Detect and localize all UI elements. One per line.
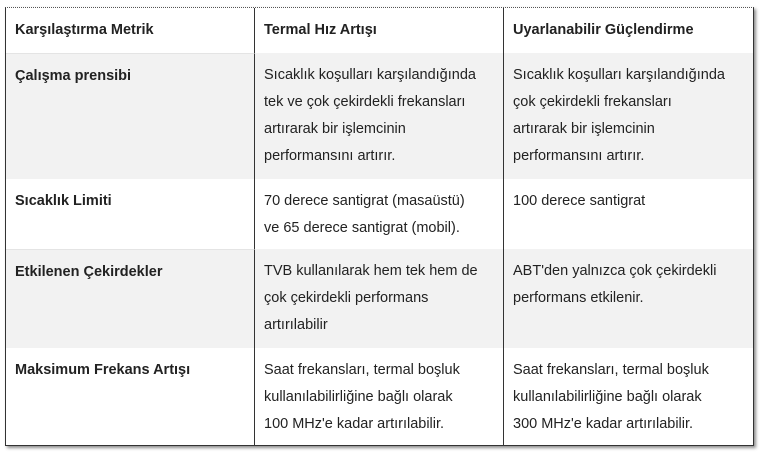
cell-text-line: Saat frekansları, termal boşluk — [513, 362, 709, 378]
cell-text-line: 100 derece santigrat — [513, 193, 646, 209]
cell-text-line: Sıcaklık koşulları karşılandığında — [264, 67, 476, 83]
abt-cell — [504, 348, 753, 446]
cell-text-line: TVB kullanılarak hem tek hem de — [264, 263, 478, 279]
tvb-cell — [255, 348, 504, 446]
cell-text-line: performans etkilenir. — [513, 290, 644, 306]
metric-label: Etkilenen Çekirdekler — [15, 264, 163, 280]
cell-text-line: artırarak bir işlemcinin — [264, 121, 406, 137]
tvb-cell — [255, 53, 504, 179]
table-row — [6, 179, 753, 249]
abt-cell — [504, 249, 753, 348]
cell-text-line: kullanılabilirliğine bağlı olarak — [264, 389, 453, 405]
table-row — [6, 249, 753, 348]
header-abt: Uyarlanabilir Güçlendirme — [513, 22, 694, 38]
cell-text-line: çok çekirdekli frekansları — [513, 94, 672, 110]
metric-cell — [6, 249, 255, 348]
cell-text-line: performansını artırır. — [264, 148, 396, 164]
tvb-cell — [255, 179, 504, 249]
comparison-table — [5, 7, 754, 446]
cell-text-line: 100 MHz'e kadar artırılabilir. — [264, 416, 445, 432]
abt-cell — [504, 179, 753, 249]
cell-text-line: Sıcaklık koşulları karşılandığında — [513, 67, 725, 83]
metric-cell — [6, 179, 255, 249]
abt-cell — [504, 53, 753, 179]
metric-cell — [6, 348, 255, 446]
cell-text-line: 300 MHz'e kadar artırılabilir. — [513, 416, 694, 432]
cell-text-line: çok çekirdekli performans — [264, 290, 429, 306]
table-row — [6, 348, 753, 446]
cell-text-line: ve 65 derece santigrat (mobil). — [264, 220, 460, 236]
cell-text-line: tek ve çok çekirdekli frekansları — [264, 94, 466, 110]
cell-text-line: 70 derece santigrat (masaüstü) — [264, 193, 465, 209]
table-row — [6, 53, 753, 179]
header-metric: Karşılaştırma Metrik — [6, 8, 255, 53]
cell-text-line: Saat frekansları, termal boşluk — [264, 362, 460, 378]
cell-text-line: performansını artırır. — [513, 148, 645, 164]
cell-text-line: ABT'den yalnızca çok çekirdekli — [513, 263, 717, 279]
cell-text-line: artırarak bir işlemcinin — [513, 121, 655, 137]
metric-cell — [6, 53, 255, 179]
table-header-row — [6, 8, 753, 53]
cell-text-line: artırılabilir — [264, 317, 328, 333]
tvb-cell — [255, 249, 504, 348]
cell-text-line: kullanılabilirliğine bağlı olarak — [513, 389, 702, 405]
header-tvb: Termal Hız Artışı — [255, 8, 504, 53]
metric-label: Çalışma prensibi — [15, 68, 132, 84]
metric-label: Sıcaklık Limiti — [15, 193, 112, 209]
metric-label: Maksimum Frekans Artışı — [15, 362, 191, 378]
